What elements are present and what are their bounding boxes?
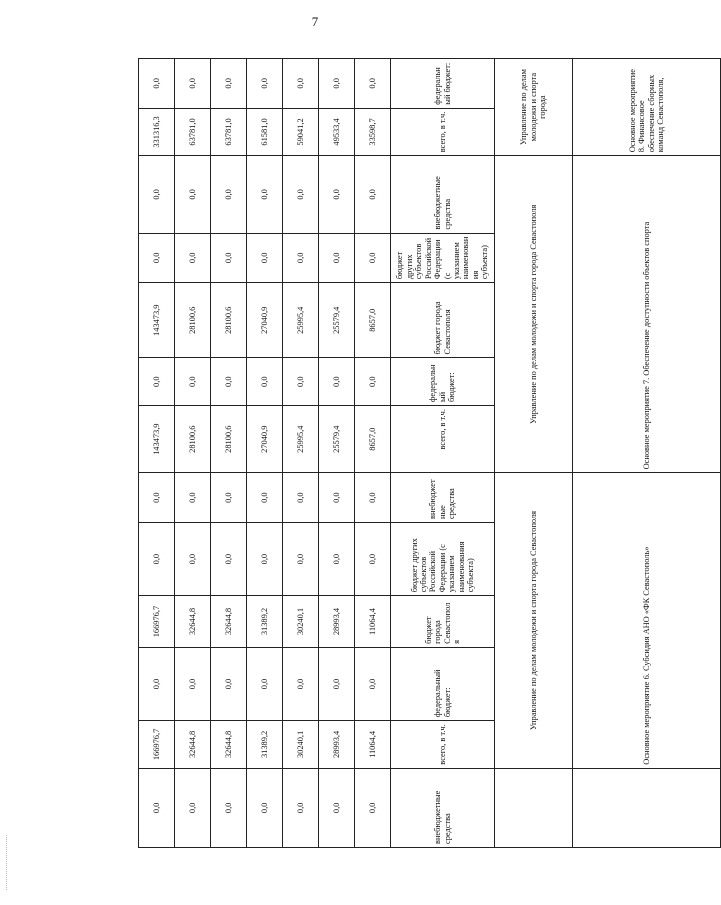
- value-cell: 143473,9: [139, 283, 175, 358]
- value-cell: 32644,8: [175, 721, 211, 769]
- value-cell: 32644,8: [175, 596, 211, 648]
- value-cell: 28100,6: [211, 406, 247, 473]
- value-cell: 0,0: [175, 768, 211, 847]
- value-cell: 0,0: [247, 647, 283, 720]
- value-cell: 0,0: [283, 522, 319, 595]
- value-cell: 31389,2: [247, 596, 283, 648]
- funding-source-cell: всего, в т.ч.: [391, 406, 495, 473]
- value-cell: 49533,4: [319, 108, 355, 156]
- responsible-cell: Управление по делам молодежи и спорта города: [495, 59, 573, 156]
- value-cell: 0,0: [211, 156, 247, 233]
- value-cell: 0,0: [283, 358, 319, 406]
- responsible-cell: Управление по делам молодежи и спорта города Севастополя: [495, 156, 573, 473]
- value-cell: 59041,2: [283, 108, 319, 156]
- value-cell: 28993,4: [319, 596, 355, 648]
- value-cell: 0,0: [139, 59, 175, 109]
- value-cell: 0,0: [355, 156, 391, 233]
- value-cell: 11064,4: [355, 596, 391, 648]
- funding-source-cell: бюджет других субъектов Российской Федерации (с указанием наименования субъекта): [391, 522, 495, 595]
- value-cell: 0,0: [211, 647, 247, 720]
- value-cell: 0,0: [247, 358, 283, 406]
- value-cell: 0,0: [211, 59, 247, 109]
- value-cell: 33598,7: [355, 108, 391, 156]
- funding-source-cell: бюджет города Севастополя: [391, 283, 495, 358]
- funding-source-cell: федеральный бюджет:: [391, 59, 495, 109]
- value-cell: 0,0: [319, 59, 355, 109]
- value-cell: 63781,0: [211, 108, 247, 156]
- value-cell: 63781,0: [175, 108, 211, 156]
- value-cell: 25995,4: [283, 283, 319, 358]
- value-cell: 0,0: [355, 647, 391, 720]
- value-cell: 0,0: [139, 233, 175, 283]
- table-wrapper: [138, 58, 665, 848]
- value-cell: 28100,6: [175, 283, 211, 358]
- value-cell: 0,0: [283, 647, 319, 720]
- event-cell: Основное мероприятие 8. Финансовое обеспечение сборных команд Севастополя,: [573, 59, 721, 156]
- event-cell: Основное мероприятие 7. Обеспечение доступности объектов спорта: [573, 156, 721, 473]
- value-cell: 166976,7: [139, 721, 175, 769]
- value-cell: 0,0: [247, 59, 283, 109]
- funding-source-cell: федеральный бюджет:: [391, 647, 495, 720]
- value-cell: 0,0: [175, 233, 211, 283]
- value-cell: 25579,4: [319, 406, 355, 473]
- value-cell: 0,0: [139, 358, 175, 406]
- value-cell: 30240,1: [283, 596, 319, 648]
- value-cell: 0,0: [319, 358, 355, 406]
- value-cell: 0,0: [355, 233, 391, 283]
- value-cell: 0,0: [319, 233, 355, 283]
- event-cell: [573, 768, 721, 847]
- value-cell: 0,0: [319, 522, 355, 595]
- value-cell: 0,0: [283, 473, 319, 523]
- value-cell: 8657,0: [355, 406, 391, 473]
- value-cell: 0,0: [319, 768, 355, 847]
- value-cell: 32644,8: [211, 596, 247, 648]
- value-cell: 0,0: [283, 156, 319, 233]
- value-cell: 0,0: [211, 768, 247, 847]
- value-cell: 0,0: [247, 233, 283, 283]
- value-cell: 0,0: [175, 473, 211, 523]
- budget-table: [138, 58, 721, 848]
- value-cell: 11064,4: [355, 721, 391, 769]
- value-cell: 0,0: [175, 522, 211, 595]
- value-cell: 31389,2: [247, 721, 283, 769]
- event-cell: Основное мероприятие 6. Субсидия АНО «ФК Севастополь»: [573, 473, 721, 768]
- value-cell: 25579,4: [319, 283, 355, 358]
- value-cell: 166976,7: [139, 596, 175, 648]
- value-cell: 0,0: [247, 768, 283, 847]
- funding-source-cell: бюджет других субъектов Российской Федерации (с указанием наименования субъекта): [391, 233, 495, 283]
- funding-source-cell: всего, в т.ч.: [391, 108, 495, 156]
- value-cell: 8657,0: [355, 283, 391, 358]
- value-cell: 0,0: [139, 522, 175, 595]
- value-cell: 61581,0: [247, 108, 283, 156]
- value-cell: 0,0: [211, 473, 247, 523]
- value-cell: 0,0: [211, 522, 247, 595]
- value-cell: 0,0: [175, 358, 211, 406]
- value-cell: 0,0: [175, 156, 211, 233]
- value-cell: 0,0: [283, 768, 319, 847]
- value-cell: 0,0: [211, 358, 247, 406]
- value-cell: 0,0: [355, 522, 391, 595]
- value-cell: 27040,9: [247, 283, 283, 358]
- funding-source-cell: внебюджетные средства: [391, 768, 495, 847]
- value-cell: 0,0: [139, 647, 175, 720]
- value-cell: 0,0: [283, 59, 319, 109]
- value-cell: 28100,6: [175, 406, 211, 473]
- funding-source-cell: федеральный бюджет:: [391, 358, 495, 406]
- value-cell: 0,0: [247, 473, 283, 523]
- value-cell: 0,0: [283, 233, 319, 283]
- value-cell: 0,0: [139, 768, 175, 847]
- responsible-cell: Управление по делам молодежи и спорта города Севастополя: [495, 473, 573, 768]
- value-cell: 27040,9: [247, 406, 283, 473]
- value-cell: 0,0: [247, 156, 283, 233]
- scan-edge-mark: [6, 835, 8, 890]
- funding-source-cell: внебюджетные средства: [391, 473, 495, 523]
- value-cell: 0,0: [139, 156, 175, 233]
- value-cell: 0,0: [319, 473, 355, 523]
- value-cell: 0,0: [355, 358, 391, 406]
- value-cell: 0,0: [211, 233, 247, 283]
- value-cell: 0,0: [175, 59, 211, 109]
- funding-source-cell: всего, в т.ч.: [391, 721, 495, 769]
- rotated-table-container: [138, 58, 665, 848]
- funding-source-cell: внебюджетные средства: [391, 156, 495, 233]
- value-cell: 25995,4: [283, 406, 319, 473]
- value-cell: 32644,8: [211, 721, 247, 769]
- value-cell: 0,0: [175, 647, 211, 720]
- value-cell: 28993,4: [319, 721, 355, 769]
- value-cell: 143473,9: [139, 406, 175, 473]
- value-cell: 0,0: [247, 522, 283, 595]
- value-cell: 0,0: [319, 156, 355, 233]
- value-cell: 0,0: [355, 473, 391, 523]
- responsible-cell: [495, 768, 573, 847]
- value-cell: 30240,1: [283, 721, 319, 769]
- value-cell: 331316,3: [139, 108, 175, 156]
- value-cell: 0,0: [355, 768, 391, 847]
- funding-source-cell: бюджет города Севастополя: [391, 596, 495, 648]
- page-number: 7: [311, 14, 319, 29]
- value-cell: 0,0: [139, 473, 175, 523]
- value-cell: 28100,6: [211, 283, 247, 358]
- value-cell: 0,0: [355, 59, 391, 109]
- value-cell: 0,0: [319, 647, 355, 720]
